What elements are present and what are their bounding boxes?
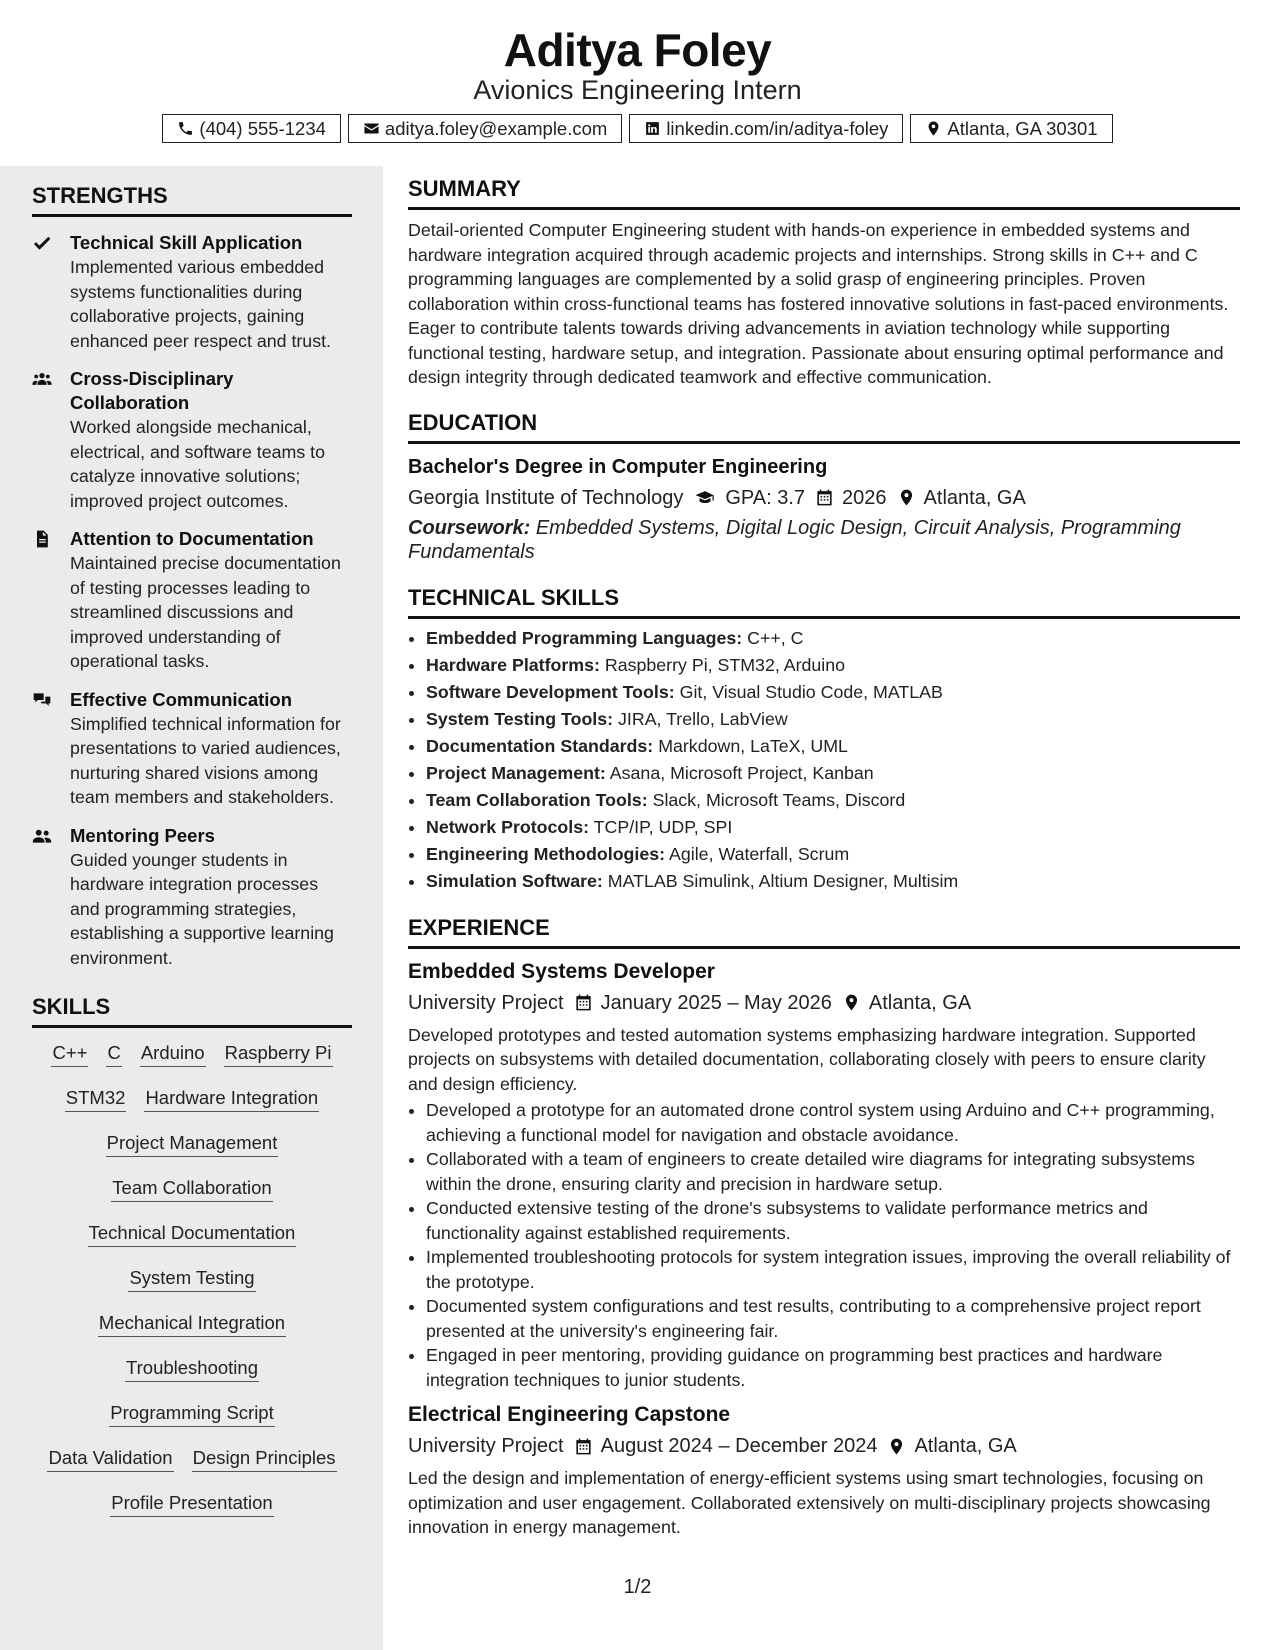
- list-item: • Engaged in peer mentoring, providing guidance on programming best practices and hardware integration techniques to junior students.: [426, 1343, 1240, 1392]
- job-summary: Developed prototypes and tested automation systems emphasizing hardware integration. Supported projects on subsystems with detailed documentation, collaborating closely with peers to ensure clarity and design efficiency.: [408, 1024, 1206, 1094]
- education-meta: [408, 484, 1240, 512]
- skill-label: Hardware Platforms:: [426, 654, 600, 675]
- user-friends-icon: [32, 826, 52, 846]
- strength-title: Effective Communication: [70, 688, 293, 710]
- coursework: [408, 516, 1240, 565]
- skill-tag: Design Principles: [192, 1445, 337, 1472]
- skill-tag: Profile Presentation: [110, 1490, 273, 1517]
- list-item: • Collaborated with a team of engineers to create detailed wire diagrams for integrating subsystems within the drone, ensuring clarity and precision in hardware setup.: [426, 1147, 1240, 1196]
- graduation-year: 2026: [842, 486, 887, 509]
- strength-description: Guided younger students in hardware integration processes and programming strategies, establishing a supportive learning environment.: [70, 849, 334, 968]
- candidate-title: Avionics Engineering Intern: [473, 75, 802, 105]
- strength-item: [32, 367, 352, 513]
- coursework-list: Embedded Systems, Digital Logic Design, Circuit Analysis, Programming Fundamentals: [408, 516, 1181, 563]
- skill-tag: Troubleshooting: [125, 1355, 259, 1382]
- job-meta: [408, 989, 1240, 1017]
- list-item: [426, 652, 1240, 679]
- skill-label: Engineering Methodologies:: [426, 843, 666, 864]
- linkedin-icon: [644, 120, 661, 137]
- strength-description: Implemented various embedded systems functionalities during collaborative projects, gaining enhanced peer respect and trust.: [70, 257, 331, 351]
- job-title: Electrical Engineering Capstone: [408, 1403, 731, 1426]
- experience-heading: EXPERIENCE: [408, 915, 1240, 949]
- page-number: 1/2: [623, 1576, 652, 1598]
- coursework-label: Coursework:: [408, 516, 531, 539]
- contact-location-text: Atlanta, GA 30301: [947, 117, 1098, 139]
- list-item: • Implemented troubleshooting protocols for system integration issues, improving the overall reliability of the prototype.: [426, 1245, 1240, 1294]
- strength-description: Simplified technical information for presentations to varied audiences, nurturing shared visions among team members and stakeholders.: [70, 713, 341, 807]
- skill-value: Agile, Waterfall, Scrum: [669, 843, 850, 864]
- job-bullets: [408, 1098, 1240, 1392]
- job-meta: [408, 1432, 1240, 1460]
- skill-tag: Raspberry Pi: [224, 1040, 333, 1067]
- calendar-icon: [574, 993, 593, 1012]
- technical-skills-section: [408, 585, 1240, 895]
- strengths-heading: STRENGTHS: [32, 183, 352, 217]
- skill-tag: C: [106, 1040, 121, 1067]
- sidebar: [0, 166, 383, 1650]
- skill-tag: C++: [51, 1040, 88, 1067]
- skill-label: Network Protocols:: [426, 816, 590, 837]
- strength-item: [32, 688, 352, 810]
- gpa: GPA: 3.7: [725, 486, 806, 509]
- list-item: [426, 841, 1240, 868]
- summary-section: [408, 176, 1240, 390]
- skill-tag: Data Validation: [47, 1445, 173, 1472]
- main-content: [408, 176, 1240, 1540]
- education-location: Atlanta, GA: [923, 486, 1026, 509]
- list-item: [426, 679, 1240, 706]
- users-group-icon: [32, 369, 52, 389]
- strength-item: [32, 527, 352, 674]
- technical-skills-heading: TECHNICAL SKILLS: [408, 585, 1240, 619]
- skill-value: JIRA, Trello, LabView: [618, 708, 788, 729]
- job-dates: August 2024 – December 2024: [600, 1435, 878, 1457]
- job-location: Atlanta, GA: [868, 991, 972, 1014]
- strength-description: Maintained precise documentation of testing processes leading to streamlined discussions and improved understanding of operational tasks.: [70, 553, 341, 671]
- skill-tag: Arduino: [140, 1040, 206, 1067]
- skill-label: Software Development Tools:: [426, 681, 675, 702]
- candidate-name: Aditya Foley: [503, 24, 772, 76]
- contact-location[interactable]: [910, 114, 1112, 143]
- document-icon: [32, 529, 52, 549]
- list-item: [426, 760, 1240, 787]
- summary-text: Detail-oriented Computer Engineering student with hands-on experience in embedded systems and hardware integration acquired through academic projects and internships. Strong skills in C++ and C programming languages are complemented by a solid grasp of engineering principles. Proven collaboration within cross-functional teams has fostered innovative solutions in fast-paced environments. Eager to contribute talents towards driving advancements in aviation technology while supporting functional testing, hardware setup, and integration. Passionate about ensuring optimal performance and design integrity through dedicated teamwork and effective communication.: [408, 220, 1229, 387]
- chat-bubbles-icon: [32, 690, 52, 710]
- contact-email-text: aditya.foley@example.com: [384, 117, 608, 139]
- list-item: [426, 625, 1240, 652]
- list-item: • Documented system configurations and test results, contributing to a comprehensive project report presented at the university's engineering fair.: [426, 1294, 1240, 1343]
- job-org: University Project: [408, 991, 564, 1014]
- skill-label: Documentation Standards:: [426, 735, 654, 756]
- list-item: [426, 814, 1240, 841]
- contact-phone[interactable]: [162, 114, 341, 143]
- skills-heading: SKILLS: [32, 994, 352, 1028]
- job-location: Atlanta, GA: [914, 1435, 1017, 1457]
- skill-value: Git, Visual Studio Code, MATLAB: [679, 681, 943, 702]
- skill-value: Raspberry Pi, STM32, Arduino: [604, 654, 846, 675]
- summary-heading: SUMMARY: [408, 176, 1240, 210]
- graduation-cap-icon: [693, 488, 717, 507]
- job-summary: Led the design and implementation of energy-efficient systems using smart technologies, focusing on optimization and user engagement. Collaborated extensively on multi-disciplinary projects showcasing innovation in energy management.: [408, 1468, 1211, 1537]
- map-pin-icon: [897, 488, 916, 507]
- contact-email[interactable]: [348, 114, 622, 143]
- strength-item: [32, 231, 352, 353]
- list-item: • Conducted extensive testing of the drone's subsystems to validate performance metrics and functionality against established requirements.: [426, 1196, 1240, 1245]
- calendar-icon: [815, 488, 834, 507]
- map-pin-icon: [925, 120, 942, 137]
- skill-value: Slack, Microsoft Teams, Discord: [652, 789, 906, 810]
- contact-linkedin[interactable]: [629, 114, 903, 143]
- strength-title: Cross-Disciplinary Collaboration: [70, 368, 234, 413]
- skill-value: Asana, Microsoft Project, Kanban: [609, 762, 874, 783]
- resume-header: [0, 0, 1275, 160]
- skill-value: C++, C: [747, 627, 804, 648]
- list-item: [426, 868, 1240, 895]
- skill-tag: Mechanical Integration: [98, 1310, 286, 1337]
- job-entry: [408, 959, 1240, 1393]
- skill-label: System Testing Tools:: [426, 708, 614, 729]
- skill-tag: Hardware Integration: [144, 1085, 319, 1112]
- strength-title: Technical Skill Application: [70, 232, 303, 253]
- education-section: [408, 410, 1240, 565]
- skill-tag: Programming Script: [109, 1400, 274, 1427]
- list-item: • Developed a prototype for an automated drone control system using Arduino and C++ programming, achieving a functional model for navigation and obstacle avoidance.: [426, 1098, 1240, 1147]
- strength-item: [32, 824, 352, 971]
- skill-tag: System Testing: [128, 1265, 255, 1292]
- map-pin-icon: [842, 993, 861, 1012]
- job-title: Embedded Systems Developer: [408, 959, 715, 983]
- job-org: University Project: [408, 1435, 564, 1457]
- skill-tag: Team Collaboration: [111, 1175, 272, 1202]
- envelope-icon: [363, 120, 380, 137]
- contact-phone-text: (404) 555-1234: [199, 117, 326, 139]
- list-item: [426, 706, 1240, 733]
- experience-section: [408, 915, 1240, 1540]
- degree-title: Bachelor's Degree in Computer Engineering: [408, 455, 828, 478]
- map-pin-icon: [887, 1437, 906, 1456]
- skill-tag: Technical Documentation: [88, 1220, 297, 1247]
- skill-label: Embedded Programming Languages:: [426, 627, 743, 648]
- skill-label: Team Collaboration Tools:: [426, 789, 648, 810]
- contact-bar: [0, 114, 1275, 143]
- phone-icon: [177, 120, 194, 137]
- technical-skills-list: [408, 625, 1240, 895]
- checkmark-icon: [32, 233, 52, 253]
- contact-linkedin-text: linkedin.com/in/aditya-foley: [666, 117, 889, 139]
- calendar-icon: [574, 1437, 593, 1456]
- education-heading: EDUCATION: [408, 410, 1240, 444]
- strength-title: Mentoring Peers: [70, 824, 215, 846]
- strength-description: Worked alongside mechanical, electrical, and software teams to catalyze innovative solutions; improved project outcomes.: [70, 417, 325, 511]
- list-item: [426, 787, 1240, 814]
- strength-title: Attention to Documentation: [70, 528, 314, 549]
- skill-tag: STM32: [65, 1085, 127, 1112]
- skill-value: TCP/IP, UDP, SPI: [593, 816, 733, 837]
- list-item: [426, 733, 1240, 760]
- skill-label: Simulation Software:: [426, 870, 603, 891]
- skill-tag: Project Management: [106, 1130, 279, 1157]
- job-entry: [408, 1402, 1240, 1540]
- job-dates: January 2025 – May 2026: [600, 991, 832, 1014]
- skill-value: Markdown, LaTeX, UML: [658, 735, 848, 756]
- school-name: Georgia Institute of Technology: [408, 486, 684, 509]
- skill-value: MATLAB Simulink, Altium Designer, Multisim: [607, 870, 959, 891]
- skill-label: Project Management:: [426, 762, 606, 783]
